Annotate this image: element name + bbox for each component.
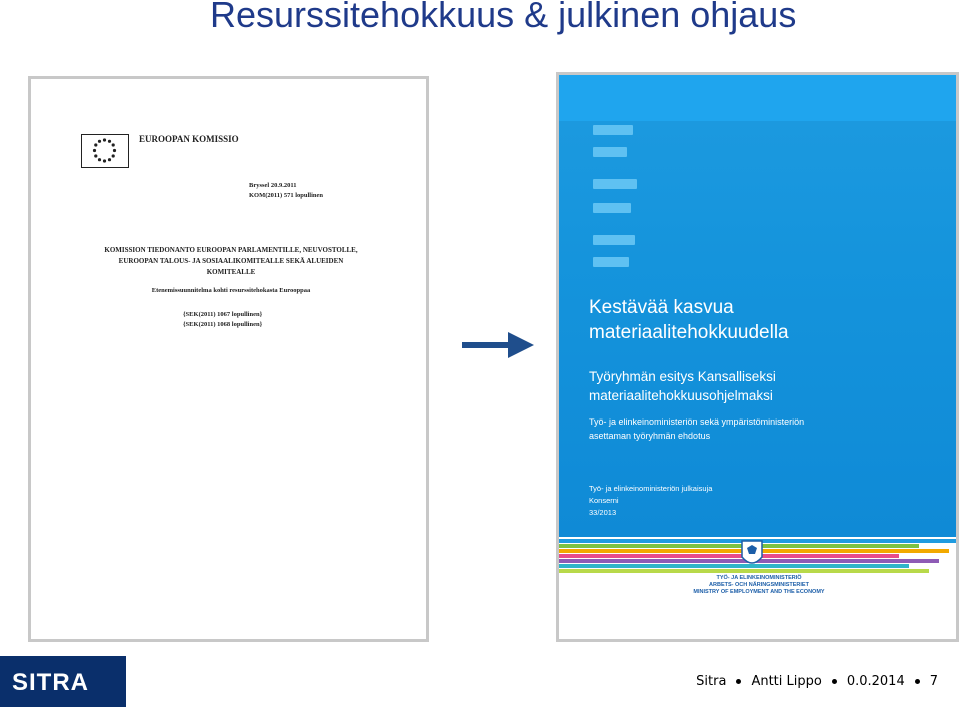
publication-number: 33/2013	[589, 508, 617, 517]
document-meta	[249, 181, 323, 201]
page-number: 7	[929, 674, 938, 689]
heading-line: KOMITEALLE	[206, 268, 256, 276]
bullet-icon	[915, 679, 920, 684]
cover-subtitle-line: materiaalitehokkuusohjelmaksi	[589, 388, 773, 403]
heading-line: EUROOPAN TALOUS- JA SOSIAALIKOMITEALLE SEKÄ ALUEIDEN	[118, 257, 344, 265]
report-cover-document	[556, 72, 959, 642]
cover-subtitle	[589, 367, 776, 405]
cover-decoration	[593, 125, 633, 135]
footer-author: Antti Lippo	[751, 674, 822, 689]
slide-title: Resurssitehokkuus & julkinen ohjaus	[210, 0, 797, 35]
eu-flag-icon	[81, 134, 129, 168]
cover-decoration	[593, 179, 637, 189]
cover-title-line: materiaalitehokkuudella	[589, 322, 789, 343]
cover-decoration	[593, 235, 635, 245]
cover-description-line: asettaman työryhmän ehdotus	[589, 431, 711, 441]
arrow-right-icon	[462, 332, 534, 363]
heading-line: KOMISSION TIEDONANTO EUROOPAN PARLAMENTILLE, NEUVOSTOLLE,	[104, 246, 358, 254]
cover-decoration	[593, 203, 631, 213]
bullet-icon	[832, 679, 837, 684]
cover-subtitle-line: Työryhmän esitys Kansalliseksi	[589, 369, 776, 384]
ministry-name-fi: TYÖ- JA ELINKEINOMINISTERIÖ	[716, 575, 802, 581]
bullet-icon	[736, 679, 741, 684]
footer-date: 0.0.2014	[846, 674, 905, 689]
ministry-name-sv: ARBETS- OCH NÄRINGSMINISTERIET	[709, 582, 809, 588]
reference-item: {SEK(2011) 1067 lopullinen}	[183, 311, 263, 318]
cover-decoration	[593, 257, 629, 267]
cover-publication-info	[589, 483, 712, 519]
ec-communication-document	[28, 76, 429, 642]
document-subtitle: Etenemissuunnitelma kohti resurssitehokasta Eurooppaa	[151, 287, 311, 294]
issuer-label: EUROOPAN KOMISSIO	[139, 134, 239, 144]
publication-section: Konserni	[589, 496, 619, 505]
document-references	[183, 310, 262, 330]
footer-org: Sitra	[696, 674, 727, 689]
cover-top-band	[559, 75, 959, 121]
reference-line: KOM(2011) 571 lopullinen	[249, 192, 324, 199]
publication-series: Työ- ja elinkeinoministeriön julkaisuja	[589, 484, 713, 493]
cover-description	[589, 415, 804, 443]
cover-decoration	[593, 147, 627, 157]
ministry-name-en: MINISTRY OF EMPLOYMENT AND THE ECONOMY	[693, 589, 825, 595]
cover-description-line: Työ- ja elinkeinoministeriön sekä ympäristöministeriön	[589, 417, 805, 427]
cover-title-line: Kestävää kasvua	[589, 297, 734, 318]
slide-footer	[696, 674, 938, 689]
reference-item: {SEK(2011) 1068 lopullinen}	[183, 321, 263, 328]
logo-text: SITRA	[12, 669, 89, 696]
ministry-names	[559, 575, 959, 596]
date-line: Bryssel 20.9.2011	[249, 182, 297, 189]
sitra-logo	[0, 656, 126, 707]
ministry-crest-icon	[740, 539, 764, 569]
document-heading	[76, 245, 386, 278]
cover-title	[589, 295, 789, 345]
